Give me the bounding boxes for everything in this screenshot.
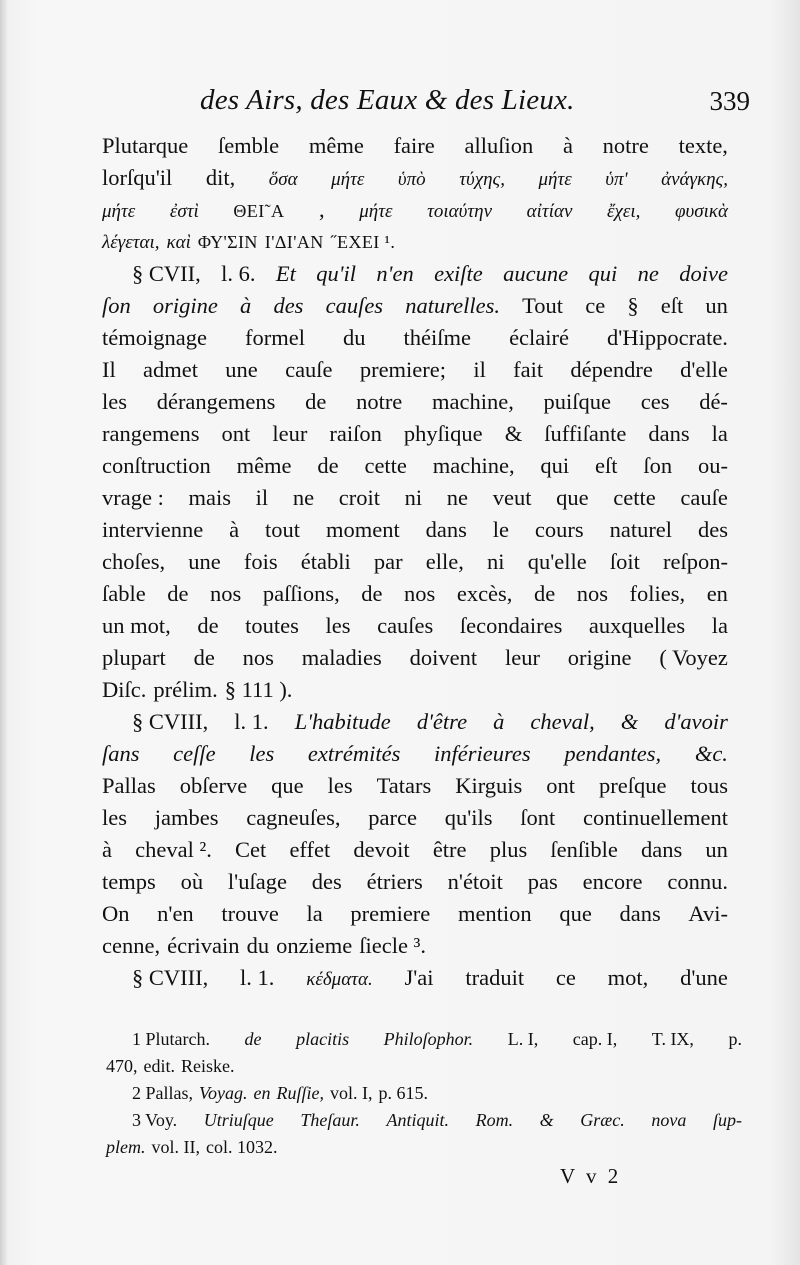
word: encore <box>582 869 643 894</box>
word: onzieme <box>276 933 353 958</box>
word: notre <box>602 133 649 158</box>
word: texte, <box>678 133 728 158</box>
word: par <box>373 549 403 574</box>
word: choſes, <box>102 549 166 574</box>
word: cenne, <box>102 933 161 958</box>
word: cap. I, <box>572 1029 618 1049</box>
word: des <box>273 293 304 318</box>
word: p. <box>728 1029 742 1049</box>
word: nova <box>651 1110 687 1130</box>
text-line <box>102 674 728 706</box>
word: ces <box>640 389 670 414</box>
word: de <box>361 581 383 606</box>
word: admet <box>143 357 199 382</box>
word: ΘΕΙ˜Α <box>233 201 285 221</box>
word: que <box>556 485 589 510</box>
word: cours <box>534 517 584 542</box>
text-line <box>102 770 728 802</box>
word: Cet <box>235 837 267 862</box>
word: tout <box>265 517 301 542</box>
footnote-line <box>106 1134 742 1161</box>
text-line <box>102 482 728 514</box>
word: § <box>627 293 639 318</box>
text-line <box>102 258 728 290</box>
word: dans <box>648 421 690 446</box>
word: aucune <box>503 261 569 286</box>
word: vol. I, <box>330 1083 373 1103</box>
word: ſon <box>643 453 673 478</box>
word: fois <box>243 549 278 574</box>
word: Reiske. <box>181 1056 235 1076</box>
word: lorſqu'il <box>102 165 173 190</box>
running-title: des Airs, des Eaux & des Lieux. <box>200 84 575 116</box>
word: ἔχει, <box>607 201 641 222</box>
word: machine, <box>432 453 515 478</box>
word: des <box>697 517 728 542</box>
word: les <box>249 741 275 766</box>
word: paſſions, <box>262 581 340 606</box>
word: Pallas <box>102 773 156 798</box>
word: de <box>197 613 219 638</box>
word: ſuffiſante <box>544 421 627 446</box>
word: pendantes, <box>564 741 662 766</box>
word: , <box>319 197 325 222</box>
word: vol. II, <box>151 1137 200 1157</box>
word: nos <box>242 645 274 670</box>
word: en <box>253 1083 271 1103</box>
word: étriers <box>366 869 423 894</box>
text-line <box>102 514 728 546</box>
text-line <box>102 386 728 418</box>
word: ὅσα <box>268 169 298 190</box>
text-line <box>102 226 728 258</box>
word: Ruſſie, <box>276 1083 324 1103</box>
word: Voyag. <box>199 1083 248 1103</box>
word: l. 6. <box>221 261 256 286</box>
word: dé- <box>699 389 728 414</box>
word: § CVIII, <box>132 965 209 990</box>
word: ni <box>404 485 423 510</box>
word: vrage : <box>102 485 164 510</box>
word: ſemble <box>217 133 280 158</box>
word: le <box>492 517 510 542</box>
word: connu. <box>667 869 728 894</box>
word: ἀνάγκης, <box>661 169 728 190</box>
word: nos <box>576 581 608 606</box>
word: de <box>317 453 339 478</box>
word: prélim. <box>153 677 218 702</box>
word: μήτε <box>331 169 365 190</box>
word: une <box>188 549 221 574</box>
word: placitis <box>296 1029 350 1049</box>
word: καὶ <box>166 232 191 253</box>
word: § 111 ). <box>224 677 293 702</box>
word: 2 Pallas, <box>132 1083 193 1103</box>
word: premiere <box>350 901 431 926</box>
word: ne <box>446 485 469 510</box>
word: même <box>236 453 292 478</box>
word: ce <box>585 293 606 318</box>
word: ˝ΕΧΕΙ ¹. <box>330 232 396 252</box>
word: que <box>271 773 304 798</box>
word: ni <box>487 549 505 574</box>
word: ſans <box>102 741 140 766</box>
word: il <box>255 485 269 510</box>
footnote-line <box>132 1026 742 1053</box>
word: extrémités <box>307 741 401 766</box>
word: de <box>533 581 556 606</box>
word: L'habitude <box>294 709 391 734</box>
word: doive <box>679 261 728 286</box>
word: eſt <box>595 453 618 478</box>
word: J'ai <box>404 965 434 990</box>
word: tous <box>690 773 728 798</box>
text-line <box>102 962 728 994</box>
word: Utriuſque <box>203 1110 274 1130</box>
word: cauſe <box>285 357 333 382</box>
word: dit, <box>205 165 236 190</box>
word: Avi- <box>688 901 728 926</box>
word: cagneuſes, <box>246 805 341 830</box>
word: un <box>705 293 728 318</box>
word: des <box>311 869 342 894</box>
word: parce <box>368 805 417 830</box>
word: l. 1. <box>234 709 269 734</box>
word: edit. <box>143 1056 175 1076</box>
word: formel <box>245 325 305 350</box>
text-line <box>102 162 728 194</box>
word: l'uſage <box>227 869 287 894</box>
word: eſt <box>660 293 684 318</box>
word: dans <box>641 837 683 862</box>
text-line <box>102 642 728 674</box>
word: établi <box>300 549 351 574</box>
word: Plutarque <box>102 133 189 158</box>
word: cette <box>364 453 407 478</box>
word: à <box>229 517 240 542</box>
footnote-line <box>132 1107 742 1134</box>
text-line <box>102 738 728 770</box>
word: &c. <box>694 741 728 766</box>
word: ſup- <box>712 1110 742 1130</box>
word: machine, <box>432 389 514 414</box>
word: un mot, <box>102 613 171 638</box>
word: ſenſible <box>550 837 618 862</box>
word: Philoſophor. <box>383 1029 474 1049</box>
footnotes <box>106 1026 742 1161</box>
word: dérangemens <box>156 389 276 414</box>
word: que <box>559 901 592 926</box>
word: cheval ². <box>135 837 212 862</box>
word: les <box>102 805 127 830</box>
word: trouve <box>221 901 279 926</box>
word: d'être <box>416 709 468 734</box>
signature-mark: V v 2 <box>560 1164 622 1188</box>
text-line <box>102 354 728 386</box>
page-header <box>100 84 750 124</box>
text-line <box>102 706 728 738</box>
word: τοιαύτην <box>427 201 493 222</box>
word: Il <box>102 357 116 382</box>
word: écrivain <box>167 933 240 958</box>
footnote-line <box>132 1080 742 1107</box>
word: leur <box>272 421 308 446</box>
word: qu'elle <box>527 549 587 574</box>
word: d'elle <box>680 357 728 382</box>
word: nos <box>404 581 436 606</box>
word: même <box>308 133 364 158</box>
word: cauſe <box>680 485 728 510</box>
word: mot, <box>607 965 649 990</box>
word: φυσικὰ <box>674 201 728 222</box>
word: αἰτίαν <box>526 201 573 222</box>
footnote-line <box>106 1053 742 1080</box>
word: mais <box>188 485 231 510</box>
page-number: 339 <box>709 86 750 116</box>
word: notre <box>356 389 403 414</box>
word: 470, <box>106 1056 138 1076</box>
text-line <box>102 578 728 610</box>
word: Et <box>275 261 296 286</box>
word: alluſion <box>464 133 534 158</box>
word: Kirguis <box>455 773 523 798</box>
word: maladies <box>301 645 382 670</box>
text-line <box>102 866 728 898</box>
text-line <box>102 802 728 834</box>
word: ne <box>637 261 659 286</box>
word: μήτε <box>102 201 136 222</box>
word: cheval, <box>530 709 595 734</box>
word: Ι'ΔΙ'ΑΝ <box>264 232 324 252</box>
word: T. IX, <box>651 1029 694 1049</box>
word: 1 Plutarch. <box>132 1029 210 1049</box>
text-line <box>102 450 728 482</box>
word: en <box>706 581 728 606</box>
word: folies, <box>629 581 686 606</box>
word: ὑπ' <box>605 169 628 190</box>
word: λέγεται, <box>102 232 160 253</box>
text-line <box>102 290 728 322</box>
word: τύχης, <box>459 169 505 190</box>
word: excès, <box>456 581 513 606</box>
word: à <box>102 837 112 862</box>
word: qu'ils <box>444 805 493 830</box>
word: ΦΥ'ΣΙΝ <box>197 232 258 252</box>
word: & <box>539 1110 554 1130</box>
word: conſtruction <box>102 453 211 478</box>
word: croit <box>338 485 380 510</box>
word: plem. <box>106 1137 146 1157</box>
word: cauſes <box>325 293 384 318</box>
word: μήτε <box>359 201 393 222</box>
word: Tout <box>522 293 564 318</box>
word: ἐστὶ <box>169 201 199 222</box>
word: les <box>102 389 127 414</box>
word: nos <box>210 581 242 606</box>
word: cette <box>613 485 656 510</box>
word: inférieures <box>434 741 531 766</box>
word: On <box>102 901 130 926</box>
word: intervienne <box>102 517 204 542</box>
word: rangemens <box>102 421 200 446</box>
word: une <box>225 357 258 382</box>
word: il <box>473 357 486 382</box>
text-line <box>102 194 728 226</box>
word: à <box>493 709 505 734</box>
word: toutes <box>245 613 299 638</box>
text-line <box>102 834 728 866</box>
word: l. 1. <box>240 965 275 990</box>
word: dans <box>619 901 661 926</box>
word: ſont <box>520 805 556 830</box>
word: continuellement <box>583 805 728 830</box>
word: doivent <box>409 645 478 670</box>
word: col. 1032. <box>206 1137 278 1157</box>
word: dans <box>425 517 467 542</box>
word: qu'il <box>316 261 357 286</box>
word: n'en <box>376 261 414 286</box>
word: du <box>246 933 270 958</box>
word: ſiecle ³. <box>359 933 426 958</box>
word: premiere; <box>359 357 447 382</box>
word: de <box>193 645 215 670</box>
word: du <box>343 325 366 350</box>
word: de <box>244 1029 262 1049</box>
word: fait <box>513 357 544 382</box>
word: ( Voyez <box>659 645 728 670</box>
word: κέδματα. <box>306 969 373 990</box>
word: Græc. <box>580 1110 625 1130</box>
word: éclairé <box>509 325 570 350</box>
text-line <box>102 130 728 162</box>
word: raiſon <box>329 421 382 446</box>
word: témoignage <box>102 325 207 350</box>
word: à <box>562 133 573 158</box>
word: effet <box>289 837 331 862</box>
word: d'une <box>680 965 728 990</box>
word: phyſique <box>403 421 483 446</box>
word: obſerve <box>179 773 248 798</box>
word: ont <box>221 421 251 446</box>
word: faire <box>393 133 435 158</box>
word: ceſſe <box>173 741 216 766</box>
word: les <box>327 773 353 798</box>
text-line <box>102 418 728 450</box>
word: temps <box>102 869 156 894</box>
word: veut <box>492 485 532 510</box>
word: théiſme <box>403 325 472 350</box>
word: ſable <box>102 581 146 606</box>
word: la <box>306 901 323 926</box>
word: auxquelles <box>588 613 686 638</box>
word: où <box>180 869 204 894</box>
text-line <box>102 322 728 354</box>
word: origine <box>567 645 632 670</box>
word: § CVII, <box>132 261 201 286</box>
word: puiſque <box>543 389 612 414</box>
word: leur <box>504 645 540 670</box>
text-line <box>102 930 728 962</box>
word: qui <box>540 453 570 478</box>
word: origine <box>152 293 218 318</box>
word: la <box>711 613 728 638</box>
word: ont <box>546 773 576 798</box>
word: Tatars <box>376 773 432 798</box>
text-line <box>102 546 728 578</box>
word: qui <box>588 261 618 286</box>
word: ſecondaires <box>459 613 563 638</box>
word: Antiquit. <box>386 1110 449 1130</box>
word: ſon <box>102 293 131 318</box>
word: les <box>325 613 351 638</box>
word: de <box>305 389 327 414</box>
word: de <box>167 581 189 606</box>
text-line <box>102 610 728 642</box>
word: être <box>432 837 467 862</box>
word: n'étoit <box>447 869 503 894</box>
word: jambes <box>154 805 219 830</box>
word: d'avoir <box>664 709 728 734</box>
word: ſoit <box>609 549 640 574</box>
word: devoit <box>353 837 410 862</box>
word: naturel <box>609 517 673 542</box>
word: mention <box>457 901 532 926</box>
word: & <box>504 421 523 446</box>
word: Rom. <box>475 1110 514 1130</box>
word: & <box>620 709 639 734</box>
word: un <box>705 837 728 862</box>
word: naturelles. <box>405 293 500 318</box>
word: moment <box>325 517 400 542</box>
word: à <box>240 293 252 318</box>
word: ou- <box>697 453 728 478</box>
word: reſpon- <box>663 549 728 574</box>
word: elle, <box>425 549 464 574</box>
word: L. I, <box>507 1029 539 1049</box>
word: traduit <box>465 965 525 990</box>
word: plus <box>489 837 528 862</box>
word: d'Hippocrate. <box>607 325 728 350</box>
text-line <box>102 898 728 930</box>
word: 3 Voy. <box>132 1110 178 1130</box>
word: plupart <box>102 645 166 670</box>
word: ὑπὸ <box>397 169 426 190</box>
word: ne <box>292 485 315 510</box>
word: μήτε <box>538 169 572 190</box>
word: n'en <box>157 901 194 926</box>
body-text <box>102 130 728 994</box>
word: Diſc. <box>102 677 147 702</box>
word: p. 615. <box>378 1083 428 1103</box>
word: dépendre <box>570 357 653 382</box>
word: cauſes <box>377 613 434 638</box>
word: la <box>711 421 728 446</box>
word: preſque <box>599 773 667 798</box>
word: Theſaur. <box>300 1110 360 1130</box>
word: § CVIII, <box>132 709 209 734</box>
word: pas <box>527 869 558 894</box>
word: ce <box>555 965 576 990</box>
word: exiſte <box>434 261 483 286</box>
